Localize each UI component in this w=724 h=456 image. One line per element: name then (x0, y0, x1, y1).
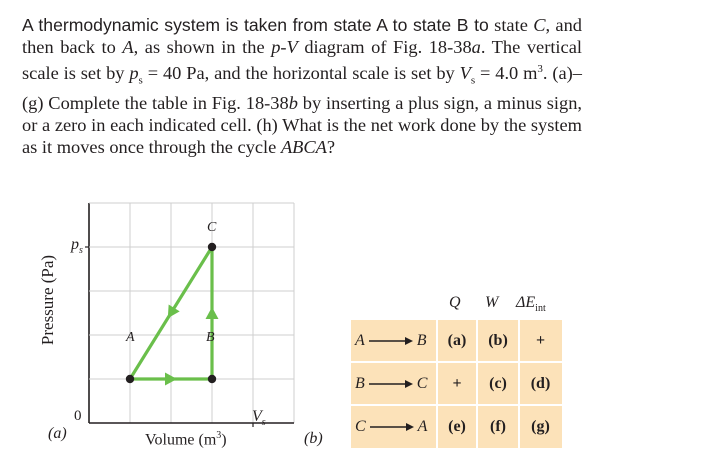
problem-segment: b (288, 92, 298, 113)
problem-segment: . The vertical scale is set by (22, 37, 582, 84)
cell-ab-eint: + (535, 332, 546, 349)
y-axis-label: Pressure (Pa) (38, 254, 57, 346)
cell-bc-eint: (d) (530, 375, 551, 392)
header-q: Q (449, 294, 461, 311)
panel-label-b: (b) (304, 430, 323, 447)
problem-segment: diagram of Fig. 18-38 (297, 37, 472, 57)
problem-segment: state (494, 15, 534, 35)
cell-ab-w: (b) (488, 332, 508, 349)
row-label-ca: C A (355, 418, 428, 435)
problem-segment: a (471, 37, 481, 57)
state-point-a (126, 375, 134, 383)
problem-segment: A (122, 37, 134, 57)
problem-segment: p (129, 63, 139, 84)
problem-segment: ? (326, 136, 336, 157)
problem-segment: ABCA (280, 136, 327, 157)
problem-segment: . (a)–(g) Complete the table in Fig. 18-38 (22, 63, 582, 113)
point-label-b: B (206, 330, 215, 345)
problem-segment: , as shown in the (133, 37, 272, 57)
row-arrow-icon (367, 379, 415, 389)
row-arrow-icon (368, 422, 416, 432)
x-axis-label: Volume $(m^3)$ (145, 430, 227, 449)
header-w: W (485, 294, 499, 311)
origin-label: 0 (74, 408, 82, 424)
pv-grid (85, 203, 294, 427)
sign-table (351, 320, 562, 448)
point-label-a: A (126, 330, 135, 345)
problem-first-line: A thermodynamic system is taken from state A to state B to (22, 15, 489, 35)
problem-segment: 3 (537, 63, 543, 75)
problem-segment: s (138, 74, 143, 87)
row-arrow-icon (367, 336, 415, 346)
problem-segment: V (459, 63, 471, 84)
point-label-c: C (207, 220, 217, 235)
problem-segment: = 40 Pa, and the horizontal scale is set by (142, 63, 460, 84)
x-scale-label: $V_s$ (252, 408, 266, 429)
problem-segment: p-V (271, 37, 298, 57)
row-label-ab: A B (355, 332, 427, 349)
direction-arrow-icon (206, 307, 219, 319)
cell-ca-w: (f) (490, 418, 506, 435)
problem-segment: = 4.0 m (475, 63, 538, 84)
problem-segment: by inserting a plus sign, a minus sign, or a zero in each indicated cell. (h) What is the net work done by the system as it moves once through the cycle (22, 92, 582, 157)
problem-segment: , and then back to (22, 15, 582, 57)
problem-segment: s (470, 74, 476, 87)
header-delta-e-int: $\Delta E_{int}$ (516, 294, 546, 315)
cell-ab-q: (a) (447, 332, 467, 349)
cell-ca-q: (e) (448, 418, 466, 435)
cycle-path (130, 247, 219, 386)
state-point-b (208, 375, 216, 383)
y-scale-label: $p_s$ (71, 236, 83, 257)
cell-bc-w: (c) (489, 375, 507, 392)
cell-bc-q: + (452, 375, 462, 392)
cell-ca-eint: (g) (531, 418, 550, 435)
state-point-c (208, 243, 216, 251)
problem-segment: C (533, 15, 546, 35)
panel-label-a: (a) (48, 425, 67, 442)
row-label-bc: B C (355, 375, 428, 392)
